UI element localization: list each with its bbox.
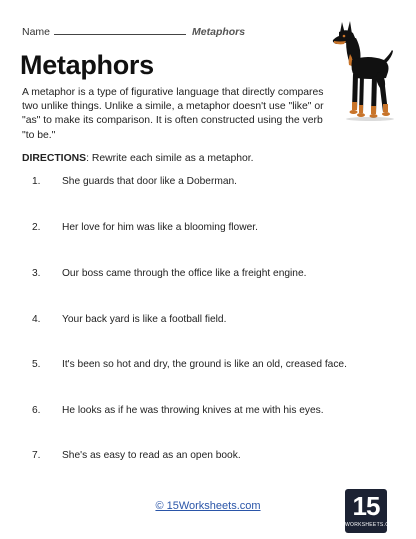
item-text: It's been so hot and dry, the ground is like an old, creased face. [62,359,347,370]
header-topic: Metaphors [192,26,246,38]
list-item [22,405,324,416]
name-label: Name [22,26,51,38]
doberman-icon [330,20,398,122]
page-title: Metaphors [20,50,154,80]
item-number: 4. [32,314,41,325]
list-item [22,222,258,233]
item-text: She guards that door like a Doberman. [62,176,237,187]
item-text: He looks as if he was throwing knives at me with his eyes. [62,405,324,416]
list-item [22,314,226,325]
list-item [22,268,306,279]
intro-paragraph: A metaphor is a type of figurative language that directly compares two unlike things. Unlike a simile, a metaphor doesn't use "like" or "as" to make its comparison. It is often constructed using the verb "to be." [22,87,324,141]
name-row [22,24,245,38]
logo-caption: WORKSHEETS.COM [345,522,398,528]
directions-text: : Rewrite each simile as a metaphor. [86,153,254,164]
directions-label: DIRECTIONS [22,153,87,164]
item-number: 1. [32,176,41,187]
item-text: Your back yard is like a football field. [62,314,227,325]
brand-logo [345,489,398,533]
item-number: 6. [32,405,41,416]
logo-number: 15 [352,491,380,521]
copyright-link[interactable]: © 15Worksheets.com [155,500,261,512]
item-number: 5. [32,359,41,370]
name-blank-line [54,24,186,35]
item-number: 3. [32,268,41,279]
item-text: Our boss came through the office like a freight engine. [62,268,307,279]
directions [22,153,254,164]
list-item [22,176,237,187]
item-number: 7. [32,450,41,461]
item-text: She's as easy to read as an open book. [62,450,241,461]
list-item [22,359,347,370]
item-number: 2. [32,222,41,233]
item-text: Her love for him was like a blooming flower. [62,222,258,233]
list-item [22,450,241,461]
